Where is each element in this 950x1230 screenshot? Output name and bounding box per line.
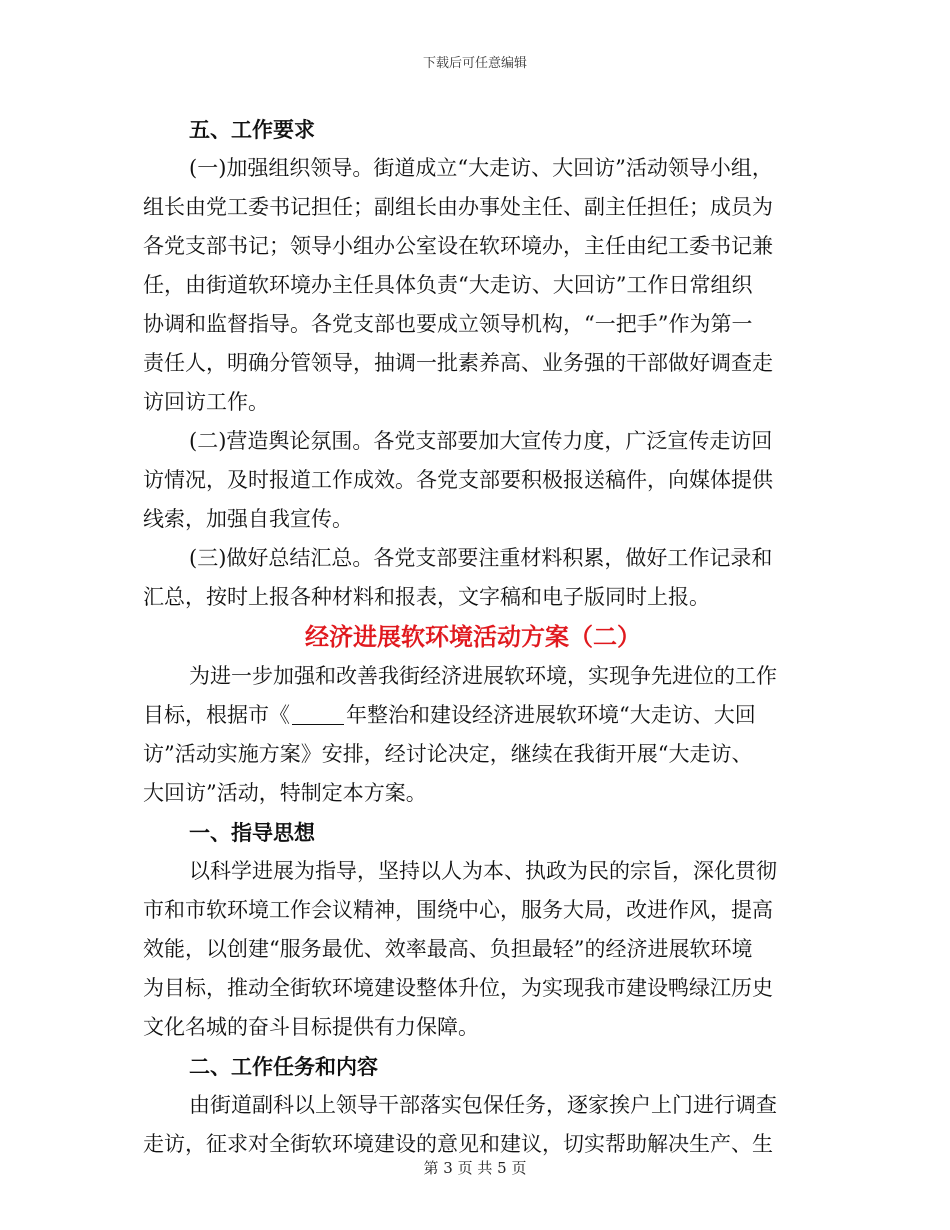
paragraph-line: 各党支部书记；领导小组办公室设在软环境办，主任由纪工委书记兼 (143, 234, 773, 258)
paragraph-line: (二)营造舆论氛围。各党支部要加大宣传力度，广泛宣传走访回 (189, 429, 773, 453)
section-heading: 五、工作要求 (189, 117, 315, 142)
paragraph-line: 为进一步加强和改善我街经济进展软环境，实现争先进位的工作 (189, 664, 777, 688)
paragraph-line: 由街道副科以上领导干部落实包保任务，逐家挨户上门进行调查 (189, 1093, 777, 1117)
paragraph-line: 协调和监督指导。各党支部也要成立领导机构，“一把手”作为第一 (143, 312, 753, 336)
section-heading: 二、工作任务和内容 (189, 1054, 378, 1079)
fill-in-blank (292, 702, 344, 725)
paragraph-line: 责任人，明确分管领导，抽调一批素养高、业务强的干部做好调查走 (143, 351, 773, 375)
paragraph-line: (一)加强组织领导。街道成立“大走访、大回访”活动领导小组， (189, 156, 773, 180)
paragraph-line: 组长由党工委书记担任；副组长由办事处主任、副主任担任；成员为 (143, 195, 773, 219)
paragraph-line: 效能，以创建“服务最优、效率最高、负担最轻”的经济进展软环境 (143, 937, 753, 961)
paragraph-line: 访”活动实施方案》安排，经讨论决定，继续在我街开展“大走访、 (143, 742, 753, 766)
page-header: 下载后可任意编辑 (422, 56, 527, 71)
paragraph-line (143, 696, 803, 735)
paragraph-line: (三)做好总结汇总。各党支部要注重材料积累，做好工作记录和 (189, 546, 773, 570)
section-heading: 一、指导思想 (189, 820, 315, 845)
paragraph-line: 为目标，推动全街软环境建设整体升位，为实现我市建设鸭绿江历史 (143, 976, 773, 1000)
document-body (143, 110, 803, 1164)
line-text-before-blank: 目标，根据市《 (143, 703, 290, 727)
paragraph-line: 市和市软环境工作会议精神，围绕中心，服务大局，改进作风，提高 (143, 898, 773, 922)
line-text-after-blank: 年整治和建设经济进展软环境“大走访、大回 (346, 703, 756, 727)
paragraph-line: 访情况，及时报道工作成效。各党支部要积极报送稿件，向媒体提供 (143, 468, 773, 492)
paragraph-line: 线索，加强自我宣传。 (143, 507, 353, 531)
paragraph-line: 任，由街道软环境办主任具体负责“大走访、大回访”工作日常组织 (143, 273, 753, 297)
paragraph-line: 以科学进展为指导，坚持以人为本、执政为民的宗旨，深化贯彻 (189, 859, 777, 883)
paragraph-line: 走访，征求对全街软环境建设的意见和建议，切实帮助解决生产、生 (143, 1132, 773, 1156)
page-footer: 第 3 页 共 5 页 (423, 1159, 527, 1177)
paragraph-line: 文化名城的奋斗目标提供有力保障。 (143, 1015, 479, 1039)
paragraph-line: 汇总，按时上报各种材料和报表，文字稿和电子版同时上报。 (143, 585, 710, 609)
paragraph-line: 大回访”活动，特制定本方案。 (143, 781, 427, 805)
document-title: 经济进展软环境活动方案（二） (305, 622, 641, 651)
paragraph-line: 访回访工作。 (143, 390, 269, 414)
